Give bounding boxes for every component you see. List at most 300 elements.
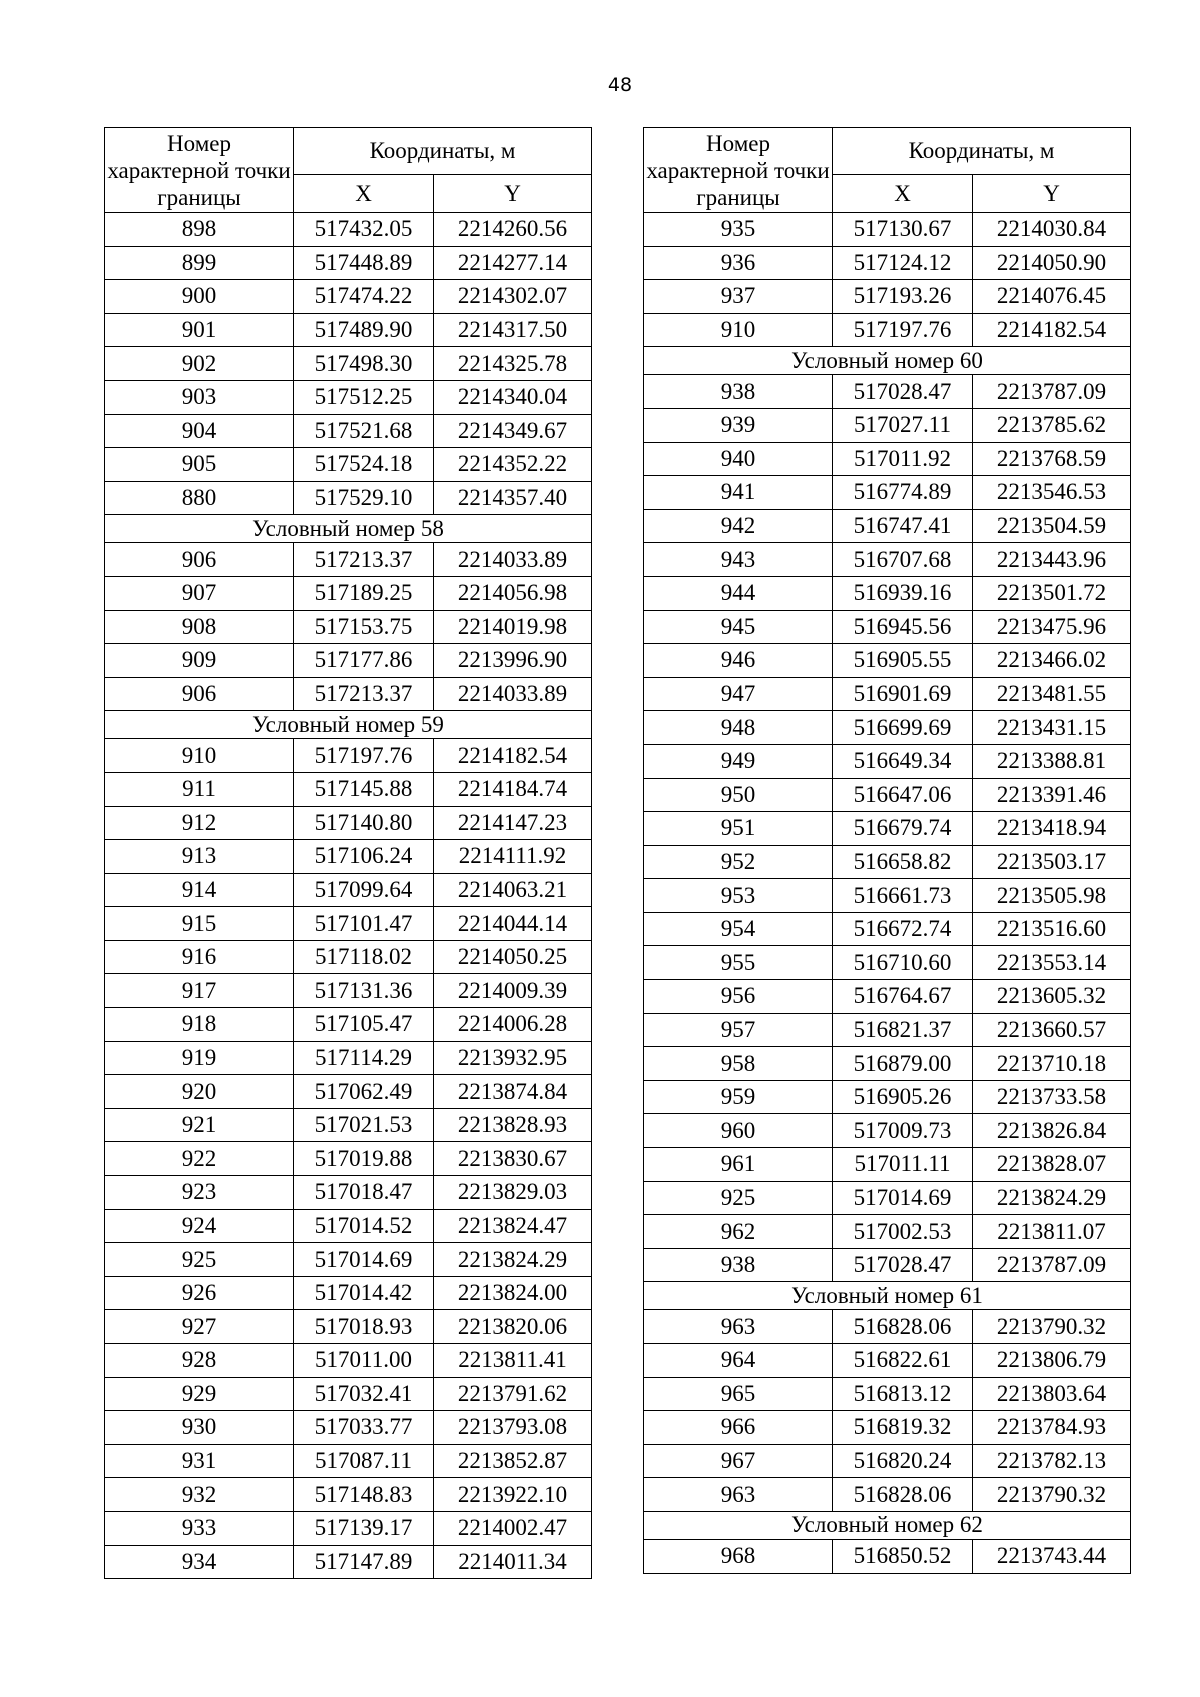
x-coordinate-cell: 516819.32 — [833, 1411, 973, 1445]
x-coordinate-cell: 517114.29 — [294, 1041, 434, 1075]
y-coordinate-cell: 2213710.18 — [973, 1047, 1131, 1081]
x-coordinate-cell: 517032.41 — [294, 1377, 434, 1411]
point-number-cell: 927 — [105, 1310, 294, 1344]
x-coordinate-cell: 517124.12 — [833, 246, 973, 280]
y-coordinate-cell: 2214182.54 — [973, 313, 1131, 347]
table-row — [644, 442, 1131, 476]
table-row — [644, 1444, 1131, 1478]
table-row — [105, 840, 592, 874]
point-number-cell: 958 — [644, 1047, 833, 1081]
y-coordinate-cell: 2213787.09 — [973, 375, 1131, 409]
header-coordinates: Координаты, м — [294, 128, 592, 175]
header-coordinates: Координаты, м — [833, 128, 1131, 175]
section-row — [105, 711, 592, 739]
x-coordinate-cell: 517014.42 — [294, 1276, 434, 1310]
y-coordinate-cell: 2213501.72 — [973, 576, 1131, 610]
y-coordinate-cell: 2213824.00 — [434, 1276, 592, 1310]
point-number-cell: 900 — [105, 280, 294, 314]
point-number-cell: 912 — [105, 806, 294, 840]
point-number-cell: 909 — [105, 644, 294, 678]
table-row — [105, 313, 592, 347]
x-coordinate-cell: 516939.16 — [833, 576, 973, 610]
x-coordinate-cell: 517432.05 — [294, 213, 434, 247]
y-coordinate-cell: 2213546.53 — [973, 476, 1131, 510]
table-row — [105, 772, 592, 806]
section-label: Условный номер 59 — [105, 711, 592, 739]
table-row — [105, 347, 592, 381]
table-row — [105, 1377, 592, 1411]
y-coordinate-cell: 2213811.41 — [434, 1344, 592, 1378]
table-row — [644, 778, 1131, 812]
x-coordinate-cell: 517028.47 — [833, 375, 973, 409]
table-body — [105, 213, 592, 1579]
point-number-cell: 951 — [644, 812, 833, 846]
point-number-cell: 932 — [105, 1478, 294, 1512]
y-coordinate-cell: 2213824.29 — [973, 1181, 1131, 1215]
x-coordinate-cell: 517105.47 — [294, 1008, 434, 1042]
y-coordinate-cell: 2213743.44 — [973, 1539, 1131, 1573]
y-coordinate-cell: 2213768.59 — [973, 442, 1131, 476]
x-coordinate-cell: 516850.52 — [833, 1539, 973, 1573]
y-coordinate-cell: 2213605.32 — [973, 980, 1131, 1014]
table-row — [105, 1243, 592, 1277]
y-coordinate-cell: 2213787.09 — [973, 1248, 1131, 1282]
x-coordinate-cell: 517011.11 — [833, 1148, 973, 1182]
coordinates-table-left — [104, 127, 592, 1579]
point-number-cell: 943 — [644, 543, 833, 577]
section-label: Условный номер 58 — [105, 515, 592, 543]
x-coordinate-cell: 517189.25 — [294, 576, 434, 610]
point-number-cell: 957 — [644, 1013, 833, 1047]
table-row — [105, 1008, 592, 1042]
section-label: Условный номер 62 — [644, 1511, 1131, 1539]
x-coordinate-cell: 517197.76 — [294, 739, 434, 773]
y-coordinate-cell: 2213824.29 — [434, 1243, 592, 1277]
y-coordinate-cell: 2214357.40 — [434, 481, 592, 515]
y-coordinate-cell: 2213791.62 — [434, 1377, 592, 1411]
table-row — [644, 1181, 1131, 1215]
y-coordinate-cell: 2214340.04 — [434, 380, 592, 414]
point-number-cell: 950 — [644, 778, 833, 812]
table-row — [105, 907, 592, 941]
table-row — [105, 873, 592, 907]
point-number-cell: 959 — [644, 1080, 833, 1114]
point-number-cell: 928 — [105, 1344, 294, 1378]
x-coordinate-cell: 517101.47 — [294, 907, 434, 941]
header-y: Y — [434, 175, 592, 213]
table-row — [644, 946, 1131, 980]
point-number-cell: 934 — [105, 1545, 294, 1579]
x-coordinate-cell: 517019.88 — [294, 1142, 434, 1176]
table-row — [105, 543, 592, 577]
point-number-cell: 946 — [644, 644, 833, 678]
table-row — [644, 1148, 1131, 1182]
point-number-cell: 899 — [105, 246, 294, 280]
header-point-number: Номер характерной точки границы — [105, 128, 294, 213]
point-number-cell: 919 — [105, 1041, 294, 1075]
table-row — [105, 1176, 592, 1210]
point-number-cell: 917 — [105, 974, 294, 1008]
y-coordinate-cell: 2214277.14 — [434, 246, 592, 280]
table-row — [644, 280, 1131, 314]
table-row — [644, 509, 1131, 543]
y-coordinate-cell: 2213852.87 — [434, 1444, 592, 1478]
x-coordinate-cell: 517148.83 — [294, 1478, 434, 1512]
table-row — [644, 879, 1131, 913]
point-number-cell: 922 — [105, 1142, 294, 1176]
x-coordinate-cell: 517489.90 — [294, 313, 434, 347]
x-coordinate-cell: 516905.55 — [833, 644, 973, 678]
table-row — [644, 845, 1131, 879]
y-coordinate-cell: 2213660.57 — [973, 1013, 1131, 1047]
point-number-cell: 937 — [644, 280, 833, 314]
table-row — [644, 313, 1131, 347]
x-coordinate-cell: 516945.56 — [833, 610, 973, 644]
x-coordinate-cell: 517018.93 — [294, 1310, 434, 1344]
y-coordinate-cell: 2214325.78 — [434, 347, 592, 381]
header-x: X — [833, 175, 973, 213]
point-number-cell: 926 — [105, 1276, 294, 1310]
point-number-cell: 924 — [105, 1209, 294, 1243]
y-coordinate-cell: 2213826.84 — [973, 1114, 1131, 1148]
point-number-cell: 906 — [105, 677, 294, 711]
table-body — [644, 213, 1131, 1574]
table-row — [105, 610, 592, 644]
x-coordinate-cell: 517139.17 — [294, 1511, 434, 1545]
point-number-cell: 907 — [105, 576, 294, 610]
x-coordinate-cell: 517145.88 — [294, 772, 434, 806]
table-row — [105, 1075, 592, 1109]
table-row — [644, 1344, 1131, 1378]
point-number-cell: 933 — [105, 1511, 294, 1545]
point-number-cell: 911 — [105, 772, 294, 806]
point-number-cell: 929 — [105, 1377, 294, 1411]
point-number-cell: 967 — [644, 1444, 833, 1478]
y-coordinate-cell: 2214111.92 — [434, 840, 592, 874]
y-coordinate-cell: 2213475.96 — [973, 610, 1131, 644]
table-row — [105, 644, 592, 678]
table-row — [105, 448, 592, 482]
point-number-cell: 916 — [105, 940, 294, 974]
x-coordinate-cell: 517033.77 — [294, 1411, 434, 1445]
y-coordinate-cell: 2213996.90 — [434, 644, 592, 678]
table-row — [105, 1209, 592, 1243]
y-coordinate-cell: 2214063.21 — [434, 873, 592, 907]
x-coordinate-cell: 517213.37 — [294, 543, 434, 577]
x-coordinate-cell: 517118.02 — [294, 940, 434, 974]
point-number-cell: 952 — [644, 845, 833, 879]
x-coordinate-cell: 516672.74 — [833, 912, 973, 946]
point-number-cell: 902 — [105, 347, 294, 381]
x-coordinate-cell: 516822.61 — [833, 1344, 973, 1378]
table-row — [644, 408, 1131, 442]
point-number-cell: 947 — [644, 677, 833, 711]
y-coordinate-cell: 2214184.74 — [434, 772, 592, 806]
table-row — [644, 1377, 1131, 1411]
x-coordinate-cell: 517197.76 — [833, 313, 973, 347]
y-coordinate-cell: 2214011.34 — [434, 1545, 592, 1579]
table-row — [105, 1344, 592, 1378]
section-row — [644, 1282, 1131, 1310]
y-coordinate-cell: 2213785.62 — [973, 408, 1131, 442]
y-coordinate-cell: 2213733.58 — [973, 1080, 1131, 1114]
y-coordinate-cell: 2213811.07 — [973, 1215, 1131, 1249]
x-coordinate-cell: 516649.34 — [833, 744, 973, 778]
table-row — [105, 1478, 592, 1512]
x-coordinate-cell: 517529.10 — [294, 481, 434, 515]
point-number-cell: 964 — [644, 1344, 833, 1378]
point-number-cell: 949 — [644, 744, 833, 778]
point-number-cell: 914 — [105, 873, 294, 907]
table-row — [105, 380, 592, 414]
table-row — [105, 974, 592, 1008]
table-row — [644, 1215, 1131, 1249]
table-row — [105, 1276, 592, 1310]
x-coordinate-cell: 517512.25 — [294, 380, 434, 414]
y-coordinate-cell: 2214182.54 — [434, 739, 592, 773]
x-coordinate-cell: 516879.00 — [833, 1047, 973, 1081]
x-coordinate-cell: 516828.06 — [833, 1310, 973, 1344]
y-coordinate-cell: 2214260.56 — [434, 213, 592, 247]
point-number-cell: 944 — [644, 576, 833, 610]
y-coordinate-cell: 2213820.06 — [434, 1310, 592, 1344]
y-coordinate-cell: 2214009.39 — [434, 974, 592, 1008]
table-row — [105, 940, 592, 974]
table-row — [644, 1310, 1131, 1344]
table-row — [105, 806, 592, 840]
table-row — [105, 1411, 592, 1445]
x-coordinate-cell: 517474.22 — [294, 280, 434, 314]
x-coordinate-cell: 517498.30 — [294, 347, 434, 381]
y-coordinate-cell: 2213803.64 — [973, 1377, 1131, 1411]
point-number-cell: 939 — [644, 408, 833, 442]
y-coordinate-cell: 2213793.08 — [434, 1411, 592, 1445]
point-number-cell: 904 — [105, 414, 294, 448]
y-coordinate-cell: 2213806.79 — [973, 1344, 1131, 1378]
table-row — [644, 375, 1131, 409]
point-number-cell: 910 — [105, 739, 294, 773]
point-number-cell: 938 — [644, 1248, 833, 1282]
x-coordinate-cell: 517524.18 — [294, 448, 434, 482]
x-coordinate-cell: 517014.52 — [294, 1209, 434, 1243]
point-number-cell: 920 — [105, 1075, 294, 1109]
y-coordinate-cell: 2213784.93 — [973, 1411, 1131, 1445]
table-row — [105, 280, 592, 314]
page-number: 48 — [607, 74, 633, 96]
table-row — [105, 414, 592, 448]
point-number-cell: 915 — [105, 907, 294, 941]
table-row — [644, 543, 1131, 577]
point-number-cell: 923 — [105, 1176, 294, 1210]
y-coordinate-cell: 2214056.98 — [434, 576, 592, 610]
x-coordinate-cell: 517009.73 — [833, 1114, 973, 1148]
point-number-cell: 966 — [644, 1411, 833, 1445]
table-row — [105, 576, 592, 610]
x-coordinate-cell: 516828.06 — [833, 1478, 973, 1512]
point-number-cell: 925 — [644, 1181, 833, 1215]
y-coordinate-cell: 2213790.32 — [973, 1478, 1131, 1512]
point-number-cell: 913 — [105, 840, 294, 874]
x-coordinate-cell: 517521.68 — [294, 414, 434, 448]
table-row — [105, 481, 592, 515]
y-coordinate-cell: 2213932.95 — [434, 1041, 592, 1075]
y-coordinate-cell: 2213388.81 — [973, 744, 1131, 778]
x-coordinate-cell: 516813.12 — [833, 1377, 973, 1411]
point-number-cell: 905 — [105, 448, 294, 482]
table-row — [105, 1041, 592, 1075]
x-coordinate-cell: 516710.60 — [833, 946, 973, 980]
table-row — [105, 1108, 592, 1142]
table-row — [105, 1545, 592, 1579]
x-coordinate-cell: 516747.41 — [833, 509, 973, 543]
y-coordinate-cell: 2214006.28 — [434, 1008, 592, 1042]
table-row — [644, 1114, 1131, 1148]
x-coordinate-cell: 516679.74 — [833, 812, 973, 846]
y-coordinate-cell: 2214019.98 — [434, 610, 592, 644]
x-coordinate-cell: 517130.67 — [833, 213, 973, 247]
x-coordinate-cell: 517131.36 — [294, 974, 434, 1008]
y-coordinate-cell: 2214302.07 — [434, 280, 592, 314]
y-coordinate-cell: 2214317.50 — [434, 313, 592, 347]
x-coordinate-cell: 517021.53 — [294, 1108, 434, 1142]
y-coordinate-cell: 2213503.17 — [973, 845, 1131, 879]
x-coordinate-cell: 516905.26 — [833, 1080, 973, 1114]
table-row — [644, 980, 1131, 1014]
x-coordinate-cell: 517153.75 — [294, 610, 434, 644]
point-number-cell: 941 — [644, 476, 833, 510]
x-coordinate-cell: 517011.92 — [833, 442, 973, 476]
y-coordinate-cell: 2214030.84 — [973, 213, 1131, 247]
x-coordinate-cell: 516901.69 — [833, 677, 973, 711]
point-number-cell: 935 — [644, 213, 833, 247]
table-row — [644, 677, 1131, 711]
x-coordinate-cell: 516647.06 — [833, 778, 973, 812]
header-x: X — [294, 175, 434, 213]
y-coordinate-cell: 2213418.94 — [973, 812, 1131, 846]
point-number-cell: 960 — [644, 1114, 833, 1148]
table-row — [644, 610, 1131, 644]
y-coordinate-cell: 2213790.32 — [973, 1310, 1131, 1344]
point-number-cell: 921 — [105, 1108, 294, 1142]
x-coordinate-cell: 517106.24 — [294, 840, 434, 874]
x-coordinate-cell: 517018.47 — [294, 1176, 434, 1210]
y-coordinate-cell: 2213466.02 — [973, 644, 1131, 678]
point-number-cell: 965 — [644, 1377, 833, 1411]
x-coordinate-cell: 516764.67 — [833, 980, 973, 1014]
table-row — [644, 644, 1131, 678]
table-row — [644, 1248, 1131, 1282]
point-number-cell: 918 — [105, 1008, 294, 1042]
table-row — [644, 1411, 1131, 1445]
point-number-cell: 936 — [644, 246, 833, 280]
table-row — [105, 1310, 592, 1344]
y-coordinate-cell: 2213828.93 — [434, 1108, 592, 1142]
x-coordinate-cell: 516699.69 — [833, 711, 973, 745]
x-coordinate-cell: 517448.89 — [294, 246, 434, 280]
x-coordinate-cell: 517213.37 — [294, 677, 434, 711]
x-coordinate-cell: 516658.82 — [833, 845, 973, 879]
point-number-cell: 962 — [644, 1215, 833, 1249]
x-coordinate-cell: 517014.69 — [294, 1243, 434, 1277]
table-row — [644, 744, 1131, 778]
x-coordinate-cell: 517027.11 — [833, 408, 973, 442]
point-number-cell: 963 — [644, 1310, 833, 1344]
table-row — [644, 576, 1131, 610]
table-row — [644, 912, 1131, 946]
point-number-cell: 940 — [644, 442, 833, 476]
table-row — [644, 812, 1131, 846]
coordinates-table-right — [643, 127, 1131, 1574]
point-number-cell: 954 — [644, 912, 833, 946]
y-coordinate-cell: 2213504.59 — [973, 509, 1131, 543]
point-number-cell: 938 — [644, 375, 833, 409]
x-coordinate-cell: 517014.69 — [833, 1181, 973, 1215]
y-coordinate-cell: 2213782.13 — [973, 1444, 1131, 1478]
y-coordinate-cell: 2213828.07 — [973, 1148, 1131, 1182]
table-row — [644, 1478, 1131, 1512]
x-coordinate-cell: 517177.86 — [294, 644, 434, 678]
y-coordinate-cell: 2213830.67 — [434, 1142, 592, 1176]
table-row — [644, 213, 1131, 247]
header-point-number: Номер характерной точки границы — [644, 128, 833, 213]
section-label: Условный номер 60 — [644, 347, 1131, 375]
table-row — [105, 246, 592, 280]
y-coordinate-cell: 2213829.03 — [434, 1176, 592, 1210]
point-number-cell: 910 — [644, 313, 833, 347]
y-coordinate-cell: 2214349.67 — [434, 414, 592, 448]
y-coordinate-cell: 2213505.98 — [973, 879, 1131, 913]
x-coordinate-cell: 517140.80 — [294, 806, 434, 840]
point-number-cell: 908 — [105, 610, 294, 644]
table-row — [644, 711, 1131, 745]
y-coordinate-cell: 2213481.55 — [973, 677, 1131, 711]
table-row — [644, 1013, 1131, 1047]
table-row — [105, 1511, 592, 1545]
x-coordinate-cell: 516707.68 — [833, 543, 973, 577]
x-coordinate-cell: 516774.89 — [833, 476, 973, 510]
x-coordinate-cell: 517087.11 — [294, 1444, 434, 1478]
y-coordinate-cell: 2214033.89 — [434, 677, 592, 711]
table-row — [644, 1539, 1131, 1573]
y-coordinate-cell: 2214002.47 — [434, 1511, 592, 1545]
y-coordinate-cell: 2214033.89 — [434, 543, 592, 577]
table-row — [105, 677, 592, 711]
section-row — [644, 347, 1131, 375]
point-number-cell: 931 — [105, 1444, 294, 1478]
x-coordinate-cell: 517193.26 — [833, 280, 973, 314]
point-number-cell: 898 — [105, 213, 294, 247]
header-y: Y — [973, 175, 1131, 213]
table-row — [644, 246, 1131, 280]
x-coordinate-cell: 516820.24 — [833, 1444, 973, 1478]
section-row — [644, 1511, 1131, 1539]
point-number-cell: 948 — [644, 711, 833, 745]
table-row — [644, 476, 1131, 510]
x-coordinate-cell: 517002.53 — [833, 1215, 973, 1249]
y-coordinate-cell: 2214050.90 — [973, 246, 1131, 280]
section-row — [105, 515, 592, 543]
point-number-cell: 903 — [105, 380, 294, 414]
point-number-cell: 968 — [644, 1539, 833, 1573]
y-coordinate-cell: 2213824.47 — [434, 1209, 592, 1243]
x-coordinate-cell: 517147.89 — [294, 1545, 434, 1579]
y-coordinate-cell: 2213443.96 — [973, 543, 1131, 577]
y-coordinate-cell: 2213431.15 — [973, 711, 1131, 745]
y-coordinate-cell: 2214147.23 — [434, 806, 592, 840]
x-coordinate-cell: 517062.49 — [294, 1075, 434, 1109]
table-row — [105, 1444, 592, 1478]
point-number-cell: 945 — [644, 610, 833, 644]
